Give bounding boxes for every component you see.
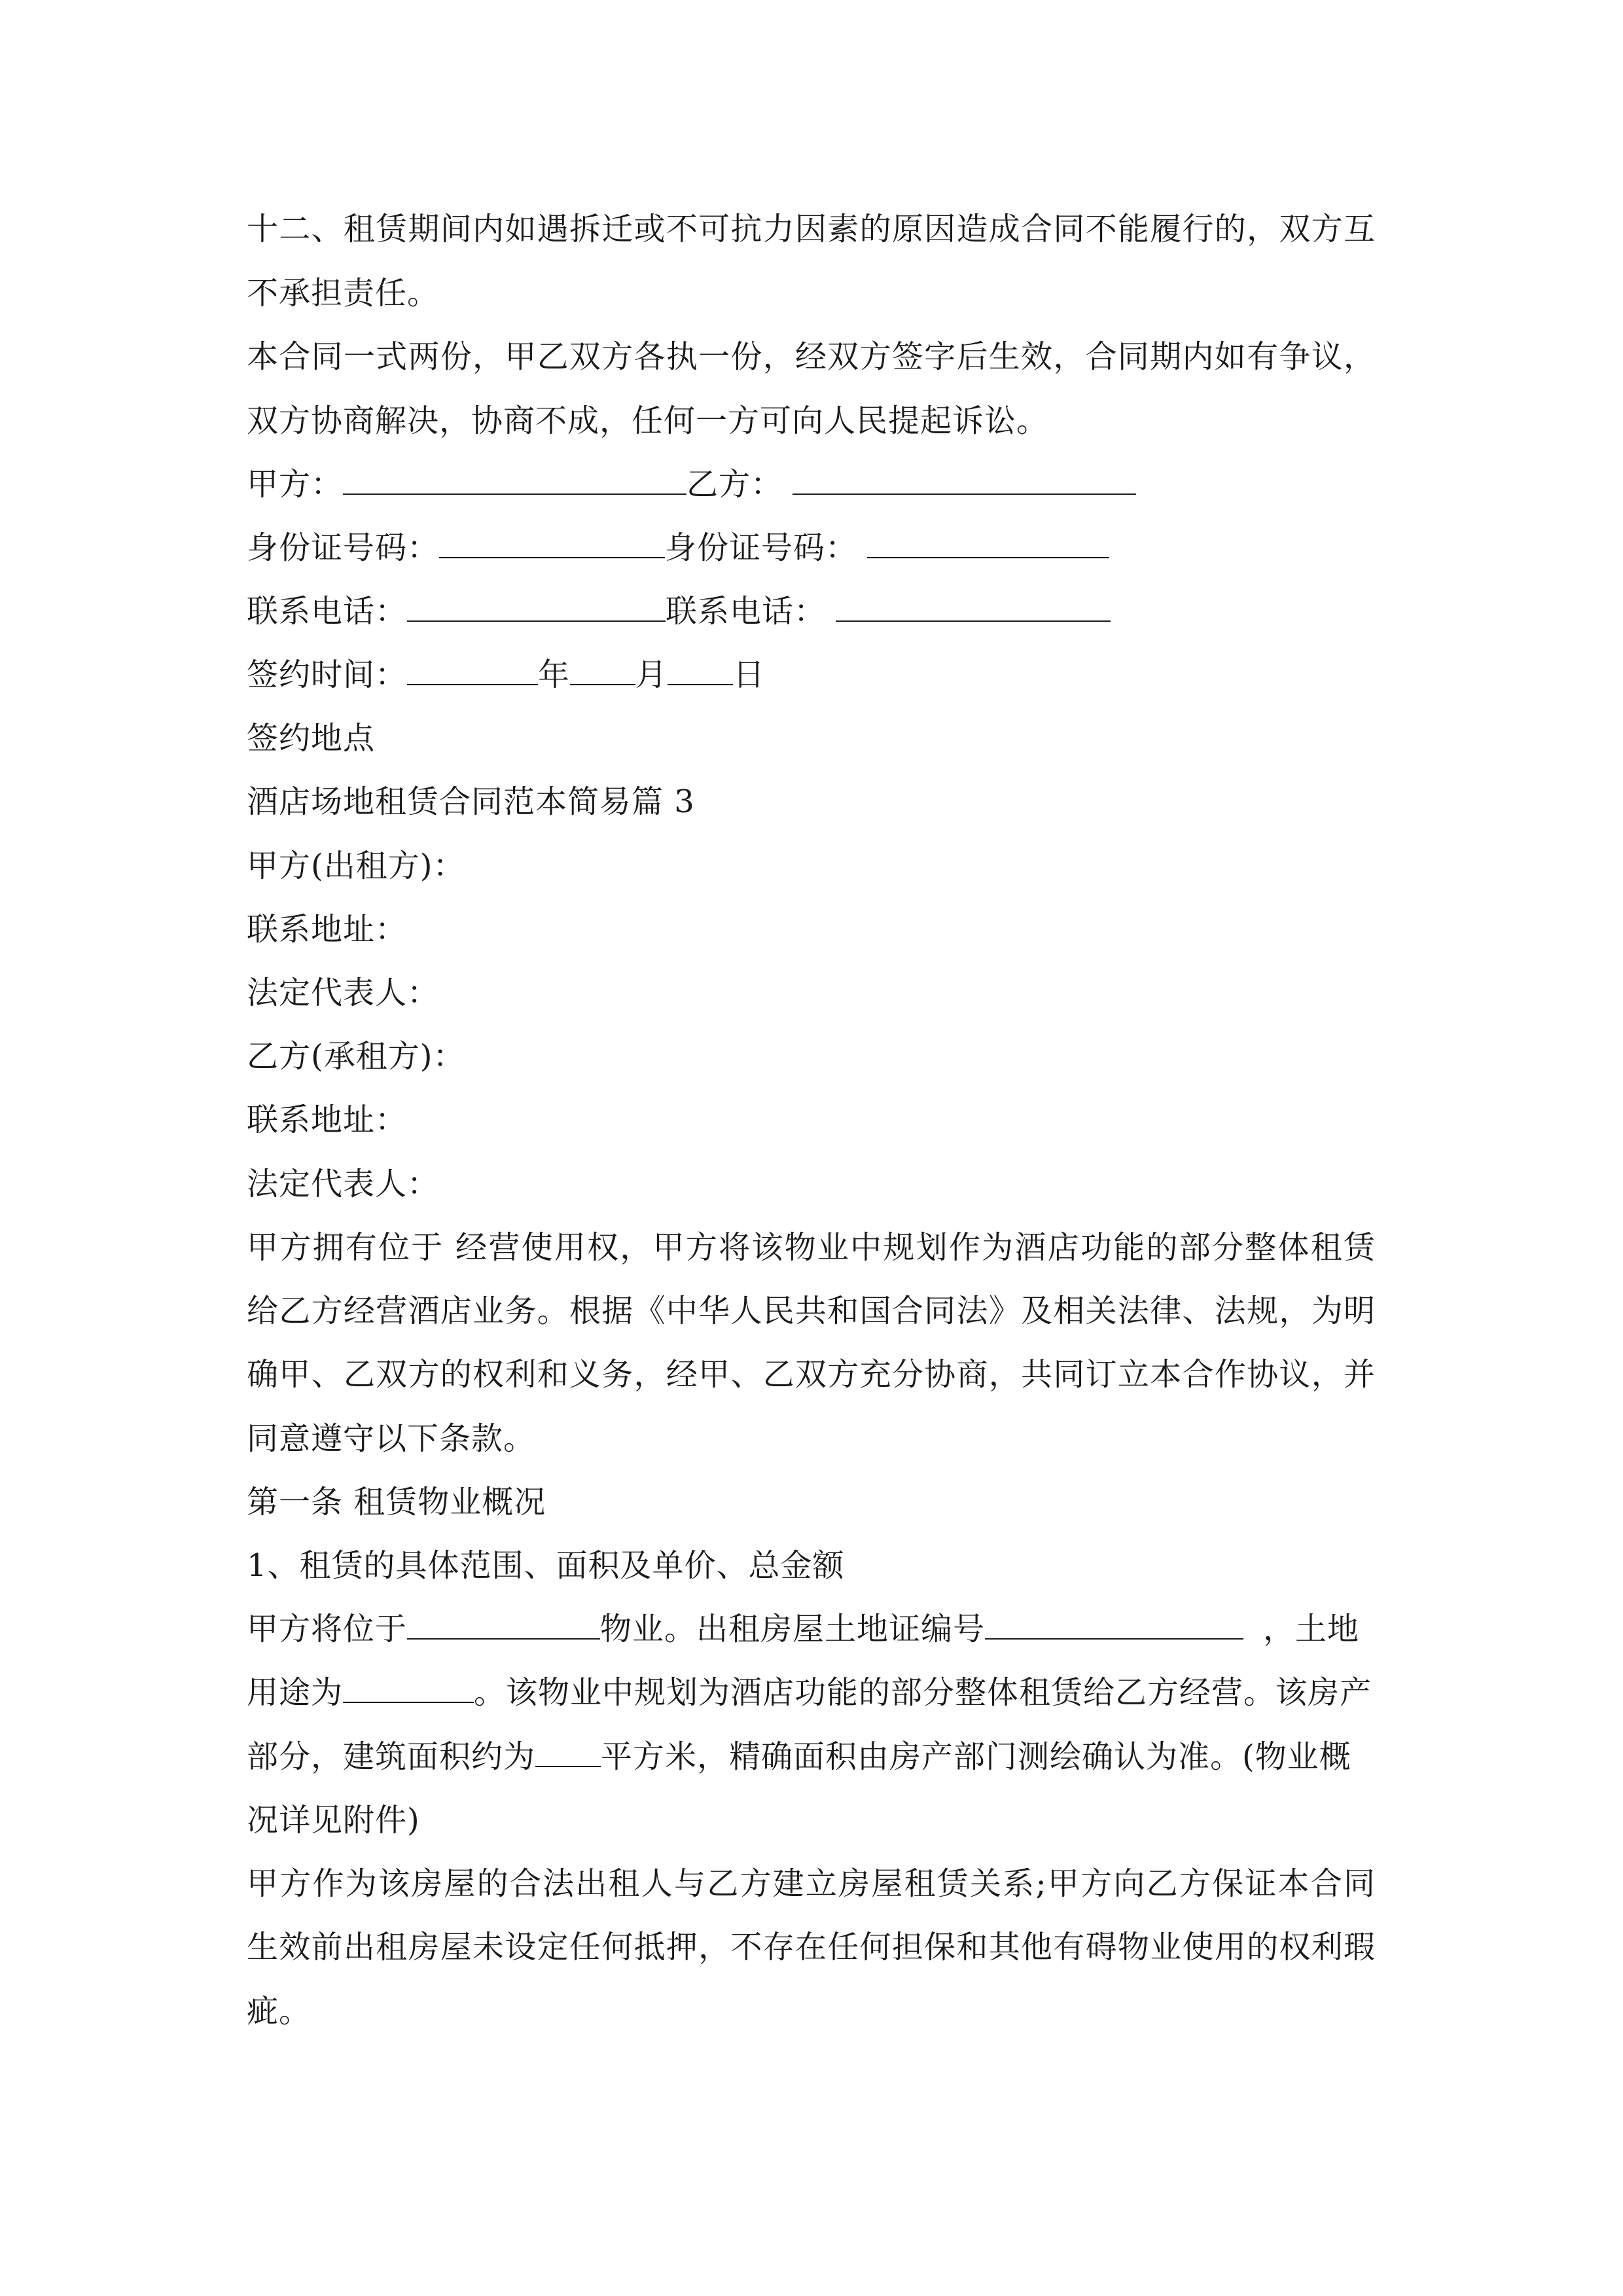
sign-time-label: 签约时间： [247,656,408,693]
guarantee-line-2: 生效前出租房屋未设定任何抵押，不存在任何担保和其他有碍物业使用的权利瑕 [247,1929,1376,1965]
intro-line-4: 同意遵守以下条款。 [247,1420,536,1457]
sign-time-row [247,655,765,694]
party-b-blank[interactable] [793,465,1136,495]
area-row [247,1737,1351,1776]
land-use-text: 。该物业中规划为酒店功能的部分整体租赁给乙方经营。该房产 [474,1674,1372,1711]
lessor-label: 甲方(出租方)： [247,848,465,884]
copies-line-2: 双方协商解决，协商不成，任何一方可向人民提起诉讼。 [247,403,1049,439]
location-label: 甲方将位于 [247,1611,408,1647]
lessee-label: 乙方(承租方)： [247,1038,465,1075]
id-a-blank[interactable] [439,528,665,558]
land-label: ，土地 [1263,1611,1360,1647]
attachment-note: 况详见附件) [247,1802,420,1839]
year-label: 年 [538,656,571,693]
signature-party-row [247,465,1136,504]
location-blank[interactable] [407,1609,600,1640]
clause-12-line-1: 十二、租赁期间内如遇拆迁或不可抗力因素的原因造成合同不能履行的，双方互 [247,211,1376,247]
land-use-row [247,1673,1372,1712]
land-cert-blank[interactable] [985,1609,1243,1640]
sign-place: 签约地点 [247,720,376,757]
id-label-a: 身份证号码： [247,529,440,566]
id-b-blank[interactable] [867,528,1109,558]
article-1-title: 第一条 租赁物业概况 [247,1484,546,1520]
area-text: 平方米，精确面积由房产部门测绘确认为准。(物业概 [601,1738,1351,1775]
month-label: 月 [635,656,668,693]
id-number-row [247,528,1109,567]
guarantee-line-3: 疵。 [247,1993,312,2030]
phone-a-blank[interactable] [407,592,666,622]
party-a-label: 甲方： [247,466,344,503]
party-a-blank[interactable] [343,465,687,495]
lessee-address: 联系地址： [247,1102,408,1138]
year-blank[interactable] [407,655,538,685]
party-b-label: 乙方： [687,466,783,503]
lessee-representative: 法定代表人： [247,1166,440,1202]
intro-line-1: 甲方拥有位于 经营使用权，甲方将该物业中规划作为酒店功能的部分整体租赁 [247,1229,1376,1266]
day-blank[interactable] [668,655,733,685]
id-label-b: 身份证号码： [665,529,858,566]
day-label: 日 [733,656,766,693]
intro-line-3: 确甲、乙双方的权利和义务，经甲、乙双方充分协商，共同订立本合作协议，并 [247,1356,1376,1393]
area-label: 部分，建筑面积约为 [247,1738,536,1775]
clause-12-line-2: 不承担责任。 [247,275,440,312]
property-location-row [247,1609,1359,1649]
land-use-label: 用途为 [247,1674,344,1711]
section-title: 酒店场地租赁合同范本简易篇 3 [247,783,695,820]
lessor-address: 联系地址： [247,911,408,948]
lessor-representative: 法定代表人： [247,975,440,1011]
phone-label-b: 联系电话： [666,593,827,630]
area-blank[interactable] [535,1737,601,1767]
phone-b-blank[interactable] [836,592,1111,622]
item-1-title: 1、租赁的具体范围、面积及单价、总金额 [247,1547,845,1584]
guarantee-line-1: 甲方作为该房屋的合法出租人与乙方建立房屋租赁关系;甲方向乙方保证本合同 [247,1865,1376,1902]
phone-row [247,592,1111,631]
land-use-blank[interactable] [343,1673,474,1703]
copies-line-1: 本合同一式两份，甲乙双方各执一份，经双方签字后生效，合同期内如有争议， [247,338,1376,375]
month-blank[interactable] [570,655,635,685]
intro-line-2: 给乙方经营酒店业务。根据《中华人民共和国合同法》及相关法律、法规，为明 [247,1293,1376,1329]
land-cert-label: 物业。出租房屋土地证编号 [600,1611,986,1647]
phone-label-a: 联系电话： [247,593,408,630]
